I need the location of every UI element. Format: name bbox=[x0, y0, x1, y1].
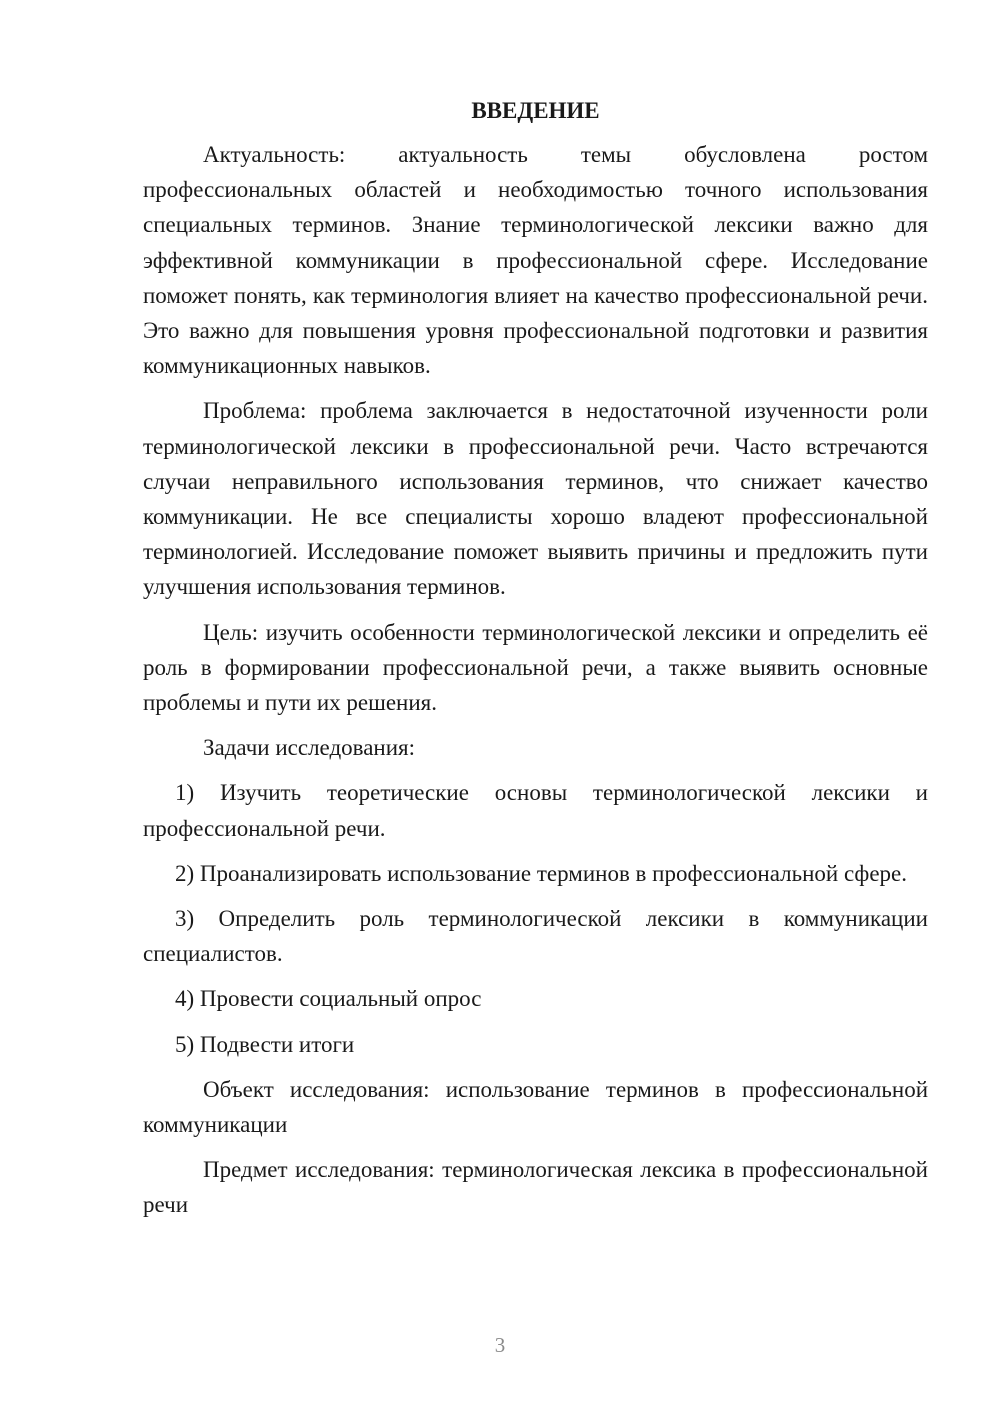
tasks-heading: Задачи исследования: bbox=[203, 735, 416, 761]
goal-paragraph: Цель: изучить особенности терминологической лексики и определить её роль в формировании профессиональной речи, а также выявить основные проблемы и пути их решения. bbox=[143, 619, 928, 716]
relevance-paragraph: Актуальность: актуальность темы обусловлена ростом профессиональных областей и необходимостью точного использования специальных терминов. Знание терминологической лексики важно для эффективной коммуникации в профессиональной сфере. Исследование поможет понять, как терминология влияет на качество профессиональной речи. Это важно для повышения уровня профессиональной подготовки и развития коммуникационных навыков. bbox=[143, 142, 928, 379]
subject-paragraph: Предмет исследования: терминологическая лексика в профессиональной речи bbox=[143, 1157, 928, 1218]
page-content bbox=[143, 93, 928, 1233]
object-paragraph: Объект исследования: использование терминов в профессиональной коммуникации bbox=[143, 1076, 928, 1138]
task-item: 3) Определить роль терминологической лексики в коммуникации специалистов. bbox=[143, 906, 928, 967]
task-item: 1) Изучить теоретические основы терминологической лексики и профессиональной речи. bbox=[143, 780, 928, 841]
task-item: 2) Проанализировать использование терминов в профессиональной сфере. bbox=[175, 860, 908, 886]
task-item: 4) Провести социальный опрос bbox=[175, 986, 482, 1012]
task-item: 5) Подвести итоги bbox=[175, 1031, 355, 1057]
problem-paragraph: Проблема: проблема заключается в недостаточной изученности роли терминологической лексики в профессиональной речи. Часто встречаются случаи неправильного использования терминов, что снижает качество коммуникации. Не все специалисты хорошо владеют профессиональной терминологией. Исследование поможет выявить причины и предложить пути улучшения использования терминов. bbox=[143, 398, 928, 600]
page-title: ВВЕДЕНИЕ bbox=[471, 98, 600, 123]
page-number: 3 bbox=[494, 1333, 506, 1357]
